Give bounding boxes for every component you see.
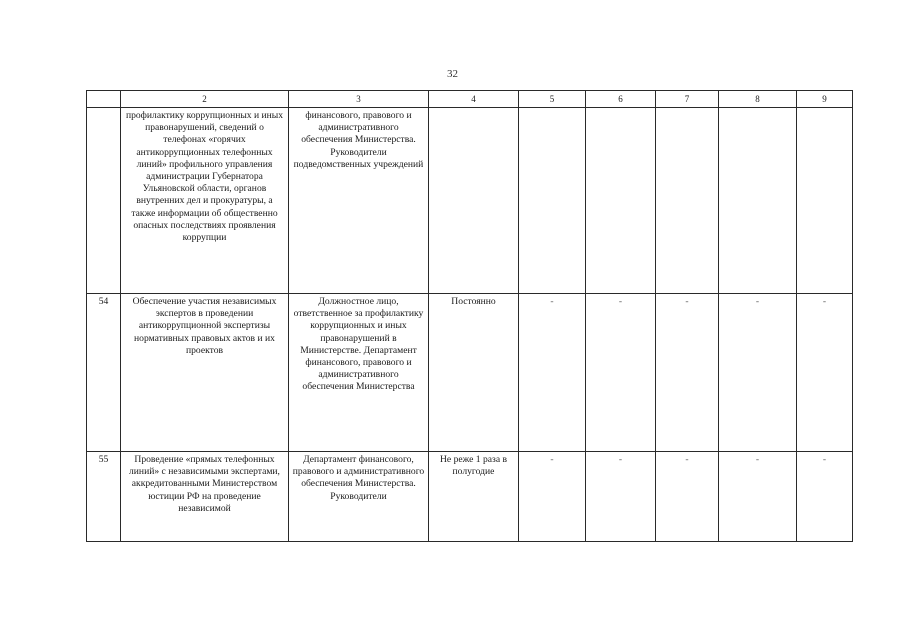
measure-description: Обеспечение участия независимых экспертов в проведении антикоррупционной экспертизы нормативных правовых актов и их проектов [121, 294, 289, 452]
column-9-cell: - [797, 452, 853, 542]
header-cell: 3 [289, 91, 429, 108]
header-cell: 6 [586, 91, 656, 108]
column-8-cell: - [719, 294, 797, 452]
header-cell [87, 91, 121, 108]
column-7-cell: - [656, 452, 719, 542]
page-number: 32 [447, 68, 458, 80]
column-9-cell [797, 108, 853, 294]
column-6-cell: - [586, 452, 656, 542]
column-9-cell: - [797, 294, 853, 452]
responsible-party: Департамент финансового, правового и административного обеспечения Министерства. Руководители [289, 452, 429, 542]
table-row [87, 294, 853, 452]
header-cell: 7 [656, 91, 719, 108]
deadline: Постоянно [429, 294, 519, 452]
column-7-cell: - [656, 294, 719, 452]
column-8-cell [719, 108, 797, 294]
measures-table [86, 90, 853, 542]
responsible-party: Должностное лицо, ответственное за профилактику коррупционных и иных правонарушений в Министерстве. Департамент финансового, правового и административного обеспечения Министерства [289, 294, 429, 452]
deadline [429, 108, 519, 294]
column-7-cell [656, 108, 719, 294]
measure-description: профилактику коррупционных и иных правонарушений, сведений о телефонах «горячих антикоррупционных телефонных линий» профильного управления администрации Губернатора Ульяновской области, органов внутренних дел и прокуратуры, а также информации об общественно опасных последствиях проявления коррупции [121, 108, 289, 294]
column-6-cell: - [586, 294, 656, 452]
row-number [87, 108, 121, 294]
measure-description: Проведение «прямых телефонных линий» с независимыми экспертами, аккредитованными Министерством юстиции РФ на проведение независимой [121, 452, 289, 542]
header-cell: 2 [121, 91, 289, 108]
deadline: Не реже 1 раза в полугодие [429, 452, 519, 542]
column-6-cell [586, 108, 656, 294]
table-row [87, 452, 853, 542]
column-5-cell: - [519, 452, 586, 542]
table-row [87, 108, 853, 294]
responsible-party: финансового, правового и административного обеспечения Министерства. Руководители подведомственных учреждений [289, 108, 429, 294]
header-cell: 9 [797, 91, 853, 108]
header-cell: 5 [519, 91, 586, 108]
column-5-cell: - [519, 294, 586, 452]
row-number: 54 [87, 294, 121, 452]
column-5-cell [519, 108, 586, 294]
header-cell: 8 [719, 91, 797, 108]
table-header-row [87, 91, 853, 108]
row-number: 55 [87, 452, 121, 542]
column-8-cell: - [719, 452, 797, 542]
header-cell: 4 [429, 91, 519, 108]
